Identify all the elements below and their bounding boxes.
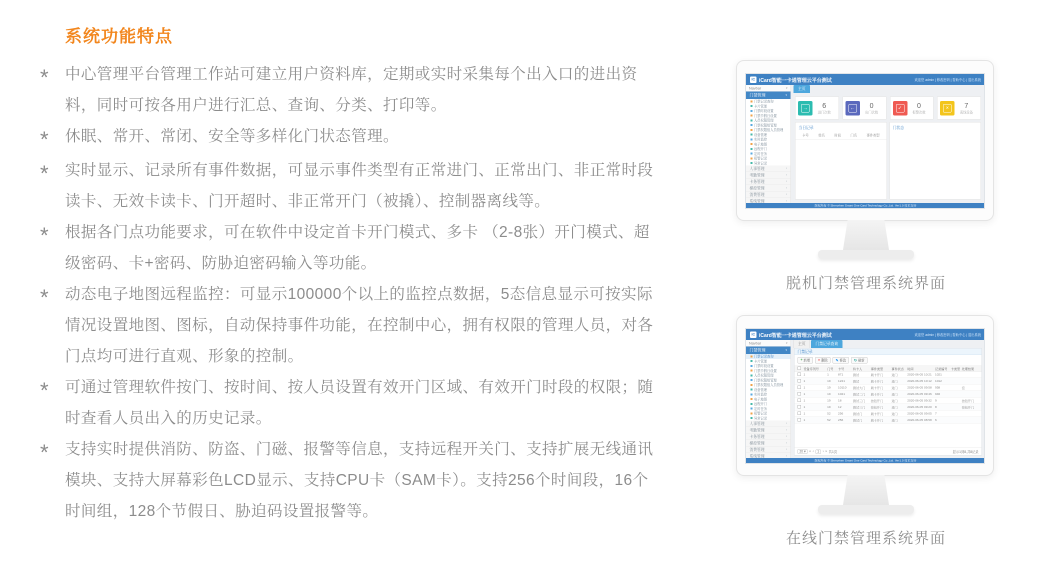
monitor-offline <box>736 60 996 293</box>
panel-recent-records <box>795 122 887 200</box>
app-sidebar <box>746 85 791 203</box>
tab-home: 主页 <box>794 85 811 93</box>
panel-column-header: 门名 <box>850 134 857 138</box>
table-header-cell: 门号 <box>827 367 834 371</box>
monitor-caption: 脱机门禁管理系统界面 <box>785 275 946 292</box>
toolbar-button <box>851 357 867 364</box>
stat-icon: × <box>940 101 955 116</box>
panel-title: 门状态 <box>892 125 904 130</box>
stat-icon: ✓ <box>893 101 908 116</box>
sidebar-item-label: 异常记录 <box>754 161 767 166</box>
chevron-down-icon: ▾ <box>785 94 787 97</box>
sidebar-group-label: 考勤管理 <box>749 427 765 433</box>
monitor-neck <box>843 475 889 505</box>
stat-label: 离线设备 <box>959 111 973 115</box>
sidebar-item-label: 卡片管理 <box>754 104 767 109</box>
tab-home: 主页 <box>794 340 811 348</box>
panel-column-header: 时间 <box>834 134 841 138</box>
app-logo-icon: iC <box>751 77 755 82</box>
pagination-info: 显示1到8,共8记录 <box>952 450 979 454</box>
sidebar-item-label: 门禁时段设置 <box>754 109 774 114</box>
sidebar-item-label: 定时任务 <box>754 407 767 411</box>
records-panel <box>794 348 982 456</box>
toolbar-button-label: 刷新 <box>857 359 865 363</box>
sidebar-item-icon <box>751 162 753 164</box>
sidebar-item-label: 电子地图 <box>754 397 767 402</box>
stat-card <box>890 97 934 120</box>
sidebar-item-icon <box>751 153 753 155</box>
monitor-frame <box>736 315 994 476</box>
table-header-cell: 记录编号 <box>934 367 948 371</box>
sidebar-item-icon <box>751 129 753 131</box>
sidebar-item-icon <box>751 408 753 410</box>
sidebar-item-icon <box>751 398 753 400</box>
chevron-right-icon: › <box>785 454 787 458</box>
stat-label: 进门次数 <box>817 111 831 115</box>
sidebar-item-icon <box>751 379 753 381</box>
panel-column-header: 姓名 <box>818 134 825 138</box>
monitor-online <box>736 315 996 548</box>
sidebar-group <box>746 453 791 458</box>
feature-section <box>40 14 662 527</box>
monitor-screen <box>745 73 985 209</box>
sidebar-item-list <box>746 354 791 421</box>
chevron-right-icon: › <box>785 166 787 171</box>
chevron-right-icon: › <box>785 428 787 432</box>
monitor-screen <box>745 328 985 464</box>
sidebar-group-label: 人事管理 <box>749 421 765 426</box>
tab-bar <box>791 85 985 93</box>
asterisk-marker: * <box>40 378 49 403</box>
asterisk-marker: * <box>40 223 49 248</box>
asterisk-marker: * <box>40 285 49 310</box>
sidebar-item-icon <box>751 110 753 112</box>
sidebar-item-icon <box>751 134 753 136</box>
panel-column-headers <box>796 132 887 140</box>
table-row: 1 19 1021 测试二门 刷卡开门 进门 2020-06-05 09:46 946 <box>795 391 982 398</box>
sidebar-item-icon <box>751 384 753 386</box>
table-row: 1 19 12 测试三门 按钮开门 进门 2020-06-05 09:20 8 按钮开门 <box>795 404 982 411</box>
feature-text: 中心管理平台管理工作站可建立用户资料库，定期或实时采集每个出入口的进出资料，同时可按各用户进行汇总、查询、分类、打印等。 <box>65 66 638 114</box>
app-header <box>746 329 985 340</box>
sidebar-group-list <box>746 166 791 204</box>
feature-text: 动态电子地图远程监控：可显示100000个以上的监控点数据，5态信息显示可按实际情况设置地图、图标，自动保持事件功能，在控制中心，拥有权限的管理人员，对各门点均可进行直观、形象的控制。 <box>65 286 654 365</box>
sidebar-active-group-label: 门禁管理 <box>749 93 766 98</box>
sidebar-item-label: 异常记录 <box>754 416 767 421</box>
feature-text: 休眠、常开、常闭、安全等多样化门状态管理。 <box>65 128 399 145</box>
sidebar-item-icon <box>751 119 753 121</box>
sidebar-group-label: 卡务管理 <box>749 179 765 184</box>
page-size-select: 20 ▾ <box>799 450 806 454</box>
feature-item <box>40 434 662 527</box>
toolbar-button-label: 删除 <box>821 359 828 363</box>
sidebar-item-icon <box>751 403 753 405</box>
table-row: 1 19 10110 测试大门 刷卡开门 进门 2020-06-05 09:58 958 密 <box>795 385 982 392</box>
pagination <box>795 448 982 456</box>
table-header-cell: 设备序列号 <box>803 367 819 371</box>
sidebar-active-group <box>746 92 791 100</box>
toolbar-button-icon: ✎ <box>835 358 839 363</box>
sidebar-item-label: 报警记录 <box>754 157 767 161</box>
pagination-first: « <box>809 449 812 454</box>
table-row: 1 19 1221 测试 刷卡开门 进门 2020-06-05 10:12 1012 <box>795 378 982 385</box>
sidebar-item-label: 人员权限管理 <box>754 374 774 378</box>
feature-list <box>40 59 662 527</box>
sidebar-item-icon <box>751 143 753 145</box>
sidebar-navbar-label: Navbar <box>749 340 762 346</box>
feature-item <box>40 279 662 372</box>
toolbar-button-icon: + <box>800 358 803 362</box>
asterisk-marker: * <box>40 440 49 465</box>
monitor-frame <box>736 60 994 221</box>
stat-card <box>842 97 886 120</box>
monitor-caption: 在线门禁管理系统界面 <box>785 530 946 547</box>
feature-item <box>40 59 662 121</box>
app-title: iCard智能一卡通管理云平台测试 <box>759 332 832 339</box>
sidebar-item-label: 设备管理 <box>754 133 767 137</box>
app-logo-icon: iC <box>751 332 755 337</box>
sidebar-group-label: 消费管理 <box>749 192 765 197</box>
sidebar-item-icon <box>751 374 753 376</box>
monitor-base <box>818 250 914 259</box>
chevron-right-icon: › <box>785 447 787 452</box>
monitor-neck <box>843 220 889 250</box>
panel-column-header: 卡号 <box>802 134 809 138</box>
chevron-right-icon: › <box>785 441 787 445</box>
chevron-right-icon: › <box>785 179 787 184</box>
stat-value: 0 <box>869 101 874 110</box>
feature-text: 可通过管理软件按门、按时间、按人员设置有效开门区域、有效开门时段的权限；随时查看人员出入的历史记录。 <box>65 379 654 427</box>
chevron-right-icon: › <box>785 192 787 197</box>
toolbar-button <box>798 357 814 364</box>
sidebar-group-label: 系统管理 <box>749 453 765 458</box>
table-header-cell: 事件类型 <box>870 367 884 371</box>
sidebar-item-icon <box>751 365 753 367</box>
sidebar-group-label: 梯控管理 <box>749 440 765 446</box>
sidebar-item-label: 门禁记录查询 <box>754 355 774 359</box>
sidebar-item-label: 门禁记录查询 <box>754 100 774 104</box>
feature-item <box>40 155 662 217</box>
sidebar-item-label: 门禁权限组人员管理 <box>754 128 784 133</box>
stat-icon: → <box>798 101 813 116</box>
records-toolbar <box>795 355 982 366</box>
stat-value: 0 <box>916 101 921 110</box>
chevron-right-icon: › <box>785 186 787 190</box>
pagination-prev: ‹ <box>812 449 814 454</box>
stat-label: 报警次数 <box>912 111 926 115</box>
stat-icon: ← <box>845 101 860 116</box>
asterisk-marker: * <box>40 161 49 186</box>
sidebar-item-list <box>746 99 791 166</box>
sidebar-item-icon <box>751 105 753 107</box>
app-footer: 版权所有 © Shenzhen Smart One Card Technology Co.,Ltd. Ver1.0 技术支持 <box>746 458 985 464</box>
stat-label: 出门次数 <box>865 111 879 115</box>
table-row: 1 19 18 测试三门 按钮开门 进门 2020-06-05 09:32 9 按钮开门 <box>795 398 982 405</box>
sidebar-item-label: 远程开门 <box>754 147 767 152</box>
feature-item <box>40 121 662 155</box>
sidebar-group-label: 卡务管理 <box>749 434 765 439</box>
sidebar-item-label: 报警记录 <box>754 412 767 416</box>
toolbar-button <box>833 357 849 364</box>
sidebar-item-label: 门禁节假日设置 <box>754 369 777 373</box>
sidebar-item-label: 远程开门 <box>754 402 767 407</box>
chevron-right-icon: › <box>785 434 787 439</box>
feature-text: 根据各门点功能要求，可在软件中设定首卡开门模式、多卡 （2-8张）开门模式、超级密码、卡+密码、防胁迫密码输入等功能。 <box>65 224 650 272</box>
sidebar-item-label: 门禁权限组人员管理 <box>754 383 784 388</box>
stat-card <box>795 97 839 120</box>
sidebar-item-icon <box>751 124 753 126</box>
sidebar-group-label: 系统管理 <box>749 198 765 203</box>
sidebar-item-icon <box>751 417 753 419</box>
sidebar-item-icon <box>751 157 753 159</box>
sidebar-item-icon <box>751 355 753 357</box>
sidebar-item-label: 门禁权限组管理 <box>754 378 777 383</box>
sidebar-item-icon <box>751 148 753 150</box>
sidebar-item-icon <box>751 393 753 395</box>
sidebar-group-list <box>746 421 791 459</box>
table-body <box>795 372 982 424</box>
stat-cards <box>791 93 985 122</box>
chevron-down-icon: ▾ <box>785 86 788 90</box>
chevron-right-icon: › <box>785 421 787 426</box>
chevron-right-icon: › <box>785 173 787 177</box>
feature-text: 实时显示、记录所有事件数据，可显示事件类型有正常进门、正常出门、非正常时段读卡、无效卡读卡、门开超时、非正常开门（被撬）、控制器离线等。 <box>65 162 654 210</box>
sidebar-active-group <box>746 347 791 355</box>
panel-door-status <box>889 122 981 200</box>
feature-item <box>40 217 662 279</box>
sidebar-item-icon <box>751 412 753 414</box>
chevron-right-icon: › <box>785 199 787 203</box>
sidebar-item-icon <box>751 389 753 391</box>
sidebar-item-icon <box>751 100 753 102</box>
feature-text: 支持实时提供消防、防盗、门磁、报警等信息，支持远程开关门、支持扩展无线通讯模块、支持大屏幕彩色LCD显示、支持CPU卡（SAM卡）。支持256个时间段，16个时间组，128个节假日、胁迫码设置报警等。 <box>65 441 654 520</box>
sidebar-active-group-label: 门禁管理 <box>749 348 766 353</box>
sidebar-item-label: 人员权限管理 <box>754 119 774 123</box>
table-row: 1 1 871 测试 刷卡开门 进门 2020-06-05 10:21 1021 <box>795 372 982 379</box>
monitor-base <box>818 505 914 514</box>
table-header-cell: 卡号 <box>838 367 845 371</box>
stat-card <box>937 97 981 120</box>
app-footer: 版权所有 © Shenzhen Smart One Card Technology Co.,Ltd. Ver1.0 技术支持 <box>746 203 985 209</box>
panel-header-strip: 门禁记录 <box>795 349 982 356</box>
sidebar-item-label: 电子地图 <box>754 142 767 147</box>
chevron-down-icon: ▾ <box>785 349 787 352</box>
sidebar-group-label: 考勤管理 <box>749 172 765 178</box>
toolbar-button-label: 修改 <box>839 359 847 363</box>
sidebar-item-label: 设备管理 <box>754 388 767 392</box>
chevron-down-icon: ▾ <box>785 341 788 345</box>
sidebar-item-label: 门禁时段设置 <box>754 364 774 369</box>
page-title: 系统功能特点 <box>65 27 173 46</box>
sidebar-item-label: 实时监控 <box>754 393 767 397</box>
sidebar-group-label: 梯控管理 <box>749 185 765 191</box>
table-header-cell: 事件状态 <box>891 367 904 371</box>
sidebar-item-label: 门禁节假日设置 <box>754 114 777 118</box>
pagination-page: 1 <box>817 449 820 454</box>
toolbar-button-label: 新增 <box>803 359 811 363</box>
pagination-next: › <box>822 449 824 454</box>
table-header-cell: 持卡人 <box>852 367 863 371</box>
toolbar-button-icon: ↻ <box>854 358 857 363</box>
app-user-links: 欢迎您 admin | 修改密码 | 帮助中心 | 退出系统 <box>914 78 981 82</box>
pagination-last: » <box>825 449 828 454</box>
panel-title: 当日记录 <box>798 125 814 130</box>
asterisk-marker: * <box>40 127 49 152</box>
sidebar-item-label: 卡片管理 <box>754 359 767 364</box>
panel-column-header: 事件类型 <box>866 134 880 138</box>
table-header-cell: 处理结果 <box>961 367 975 371</box>
tab-bar <box>791 340 985 348</box>
app-header <box>746 74 985 85</box>
app-user-links: 欢迎您 admin | 修改密码 | 帮助中心 | 退出系统 <box>914 333 981 337</box>
sidebar-item-icon <box>751 360 753 362</box>
feature-item <box>40 372 662 434</box>
sidebar-group-label: 人事管理 <box>749 166 765 171</box>
stat-value: 7 <box>964 101 969 110</box>
sidebar-item-label: 定时任务 <box>754 152 767 156</box>
tab-records-query: 门禁记录查询 <box>811 340 843 348</box>
pagination-total: 共1页 <box>828 450 838 454</box>
sidebar-item-label: 门禁权限组管理 <box>754 123 777 128</box>
sidebar-group-label: 消费管理 <box>749 447 765 452</box>
app-sidebar <box>746 340 791 458</box>
app-title: iCard智能一卡通管理云平台测试 <box>759 77 832 84</box>
toolbar-button <box>815 357 831 364</box>
toolbar-button-icon: × <box>818 358 821 362</box>
sidebar-item-icon <box>751 370 753 372</box>
sidebar-navbar-label: Navbar <box>749 85 762 91</box>
sidebar-item-icon <box>751 115 753 117</box>
table-row: 1 52 256 测试门 刷卡开门 进门 2020-06-05 09:05 7 <box>795 411 982 418</box>
table-header-cell: 时间 <box>907 367 914 371</box>
asterisk-marker: * <box>40 65 49 90</box>
table-row: 1 52 256 测试门 刷卡开门 进门 2020-06-05 08:58 6 <box>795 417 982 424</box>
sidebar-item-label: 实时监控 <box>754 138 767 142</box>
stat-value: 6 <box>822 101 827 110</box>
table-header-cell: 卡类型 <box>950 367 961 371</box>
sidebar-group <box>746 198 791 203</box>
sidebar-item-icon <box>751 138 753 140</box>
